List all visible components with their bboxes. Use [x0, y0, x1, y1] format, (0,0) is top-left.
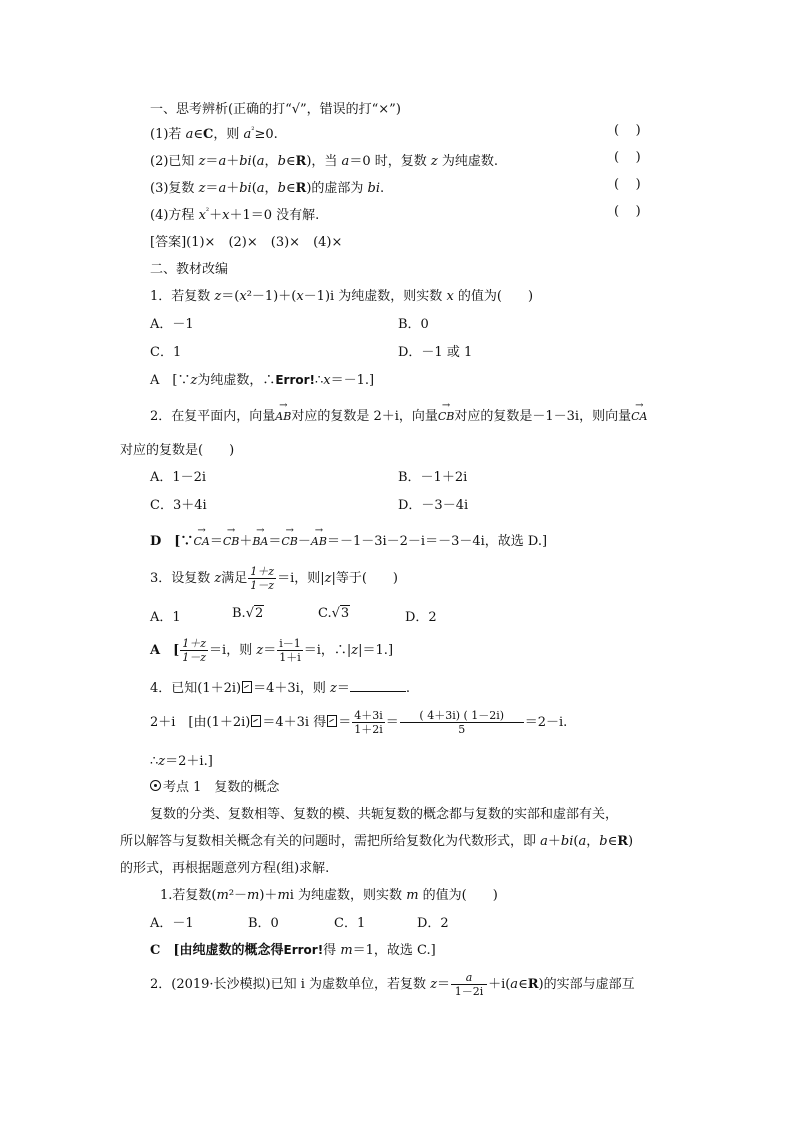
q2-option-b: B．－1＋2i — [398, 470, 468, 485]
judge-paren-1: ( ) — [614, 123, 641, 138]
practice-q1-option-d: D．2 — [417, 916, 449, 931]
q1-option-b: B．0 — [398, 317, 429, 332]
q1-stem: 1．若复数 z＝(x²－1)＋(x－1)i 为纯虚数，则实数 x 的值为( ) — [150, 289, 534, 304]
judge-item-1: (1)若 a∈C，则 $a^{^2}\ge 0$. — [150, 125, 278, 142]
q2-option-a: A．1－2i — [150, 470, 207, 485]
judge-item-2: (2)已知 z＝a＋bi(a，b∈R)，当 a＝0 时，复数 z 为纯虚数. — [150, 154, 498, 169]
vector-cb: → CB — [438, 410, 455, 423]
practice-q1-answer: C [由纯虚数的概念得Error!得 m＝1，故选 C.] — [150, 943, 436, 958]
q2-stem-line2: 对应的复数是( ) — [120, 443, 235, 458]
q3-answer: A [ $\frac{1+z}{1-z}$ ＝i，则 z＝ $\frac{i-1}{1+i}$ ＝i，∴|z|＝1.] — [150, 637, 394, 664]
judge-item-3: (3)复数 z＝a＋bi(a，b∈R)的虚部为 bi. — [150, 181, 385, 196]
q2-option-d: D．－3－4i — [398, 498, 469, 513]
kaodian-para-line1: 复数的分类、复数相等、复数的模、共轭复数的概念都与复数的实部和虚部有关， — [150, 807, 619, 822]
q2-option-c: C．3＋4i — [150, 498, 207, 513]
zbar-placeholder-icon — [251, 715, 261, 727]
practice-q2-stem: 2．(2019·长沙模拟)已知 i 为虚数单位，若复数 z＝ $\frac{a}{1-2i}$ ＋i(a∈R)的实部与虚部互 — [150, 971, 635, 998]
q1-answer: A [∵z为纯虚数，∴Error!∴x＝－1.] — [150, 373, 375, 388]
section1-title: 一、思考辨析(正确的打“√”，错误的打“×”) — [150, 102, 401, 117]
kaodian-para-line3: 的形式，再根据题意列方程(组)求解. — [120, 861, 330, 876]
practice-q1-option-c: C．1 — [334, 916, 366, 931]
zbar-placeholder-icon — [242, 681, 252, 693]
judge-item-4: (4)方程 $x^{^2}+x+1=0$ 没有解. — [150, 206, 320, 223]
q4-stem: 4．已知(1＋2i) ＝4＋3i，则 z＝ . — [150, 681, 410, 696]
practice-q1-option-b: B．0 — [248, 916, 279, 931]
q2-answer: D [∵→ CA＝→ CB＋→ BA＝→ CB－→ AB＝－1－3i－2－i＝－3－4i，故选 D.] — [150, 530, 547, 549]
judge-paren-3: ( ) — [614, 177, 641, 192]
q3-option-c: C.√3 — [318, 606, 350, 621]
vector-ab: → AB — [275, 410, 291, 423]
q3-option-a: A．1 — [150, 610, 181, 625]
q3-stem: 3．设复数 z满足 $\frac{1+z}{1-z}$ ＝i，则|z|等于( ) — [150, 565, 399, 592]
practice-q1-stem: 1.若复数(m²－m)＋mi 为纯虚数，则实数 m 的值为( ) — [160, 888, 498, 903]
section1-answer: [答案](1)× (2)× (3)× (4)× — [150, 235, 343, 250]
answer-blank — [350, 679, 406, 692]
judge-paren-4: ( ) — [614, 204, 641, 219]
kaodian-title: 考点 1 复数的概念 — [150, 776, 279, 795]
q1-option-c: C．1 — [150, 345, 182, 360]
kaodian-para-line2: 所以解答与复数相关概念有关的问题时，需把所给复数化为代数形式，即 a＋bi(a，b∈R) — [120, 834, 634, 849]
q1-option-a: A．－1 — [150, 317, 194, 332]
section2-title: 二、教材改编 — [150, 262, 229, 277]
practice-q1-option-a: A．－1 — [150, 916, 194, 931]
q4-answer: 2＋i [由(1＋2i) ＝4＋3i 得 ＝ $\frac{4+3i}{1+2i}$ ＝ $\frac{( 4+3i) ( 1-2i)}{5}$ ＝2－i. — [150, 709, 568, 736]
q3-fraction: $\frac{1+z}{1-z}$ — [250, 565, 275, 592]
q3-option-d: D．2 — [405, 610, 437, 625]
q4-answer-line2: ∴z＝2＋i.] — [150, 754, 213, 769]
target-bullet-icon — [150, 780, 161, 791]
q3-option-b: B.√2 — [232, 606, 264, 621]
q2-stem-line1: 2．在复平面内，向量→ AB对应的复数是 2＋i，向量→ CB对应的复数是－1－3i，则向量→ CA — [150, 405, 647, 424]
vector-ca: → CA — [631, 410, 647, 423]
zbar-placeholder-icon — [327, 715, 337, 727]
judge-paren-2: ( ) — [614, 150, 641, 165]
q1-option-d: D．－1 或 1 — [398, 345, 473, 360]
